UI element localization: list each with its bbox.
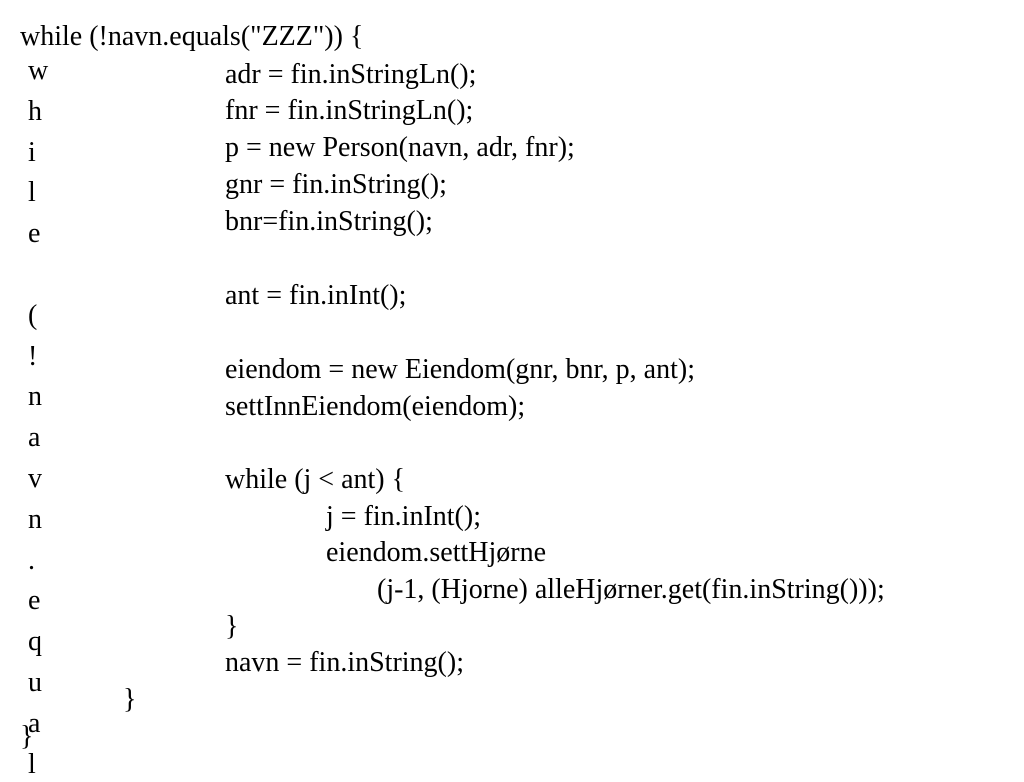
vertical-char: e xyxy=(28,218,41,250)
code-line-j-assign: j = fin.inInt(); xyxy=(326,501,481,532)
vertical-char: n xyxy=(28,503,42,535)
vertical-char: . xyxy=(28,544,35,576)
vertical-char: w xyxy=(28,55,49,86)
vertical-char: h xyxy=(28,95,42,127)
code-line-fnr: fnr = fin.inStringLn(); xyxy=(225,95,474,126)
code-line-while-inner: while (j < ant) { xyxy=(225,464,406,495)
vertical-char: v xyxy=(28,463,42,494)
vertical-char xyxy=(28,258,35,292)
vertical-char: ( xyxy=(28,299,38,331)
code-line-navn-assign: navn = fin.inString(); xyxy=(225,647,464,678)
vertical-char: l xyxy=(28,748,36,780)
code-line-setthjorne: eiendom.settHjørne xyxy=(326,537,547,568)
code-line-gnr: gnr = fin.inString(); xyxy=(225,169,447,200)
vertical-char: e xyxy=(28,585,41,617)
vertical-char: i xyxy=(28,136,36,168)
code-line-adr: adr = fin.inStringLn(); xyxy=(225,59,477,90)
code-line-final-close-brace: } xyxy=(20,721,34,752)
code-line-setthjorne-args: (j-1, (Hjorne) alleHjørner.get(fin.inString())); xyxy=(377,574,885,605)
vertical-char: a xyxy=(28,422,41,454)
vertical-char: q xyxy=(28,626,42,658)
vertical-char: u xyxy=(28,667,42,698)
code-line-inner-close-brace: } xyxy=(225,611,239,642)
code-line-ant: ant = fin.inInt(); xyxy=(225,280,407,311)
code-line-bnr: bnr=fin.inString(); xyxy=(225,206,433,237)
code-line-outer-close-brace: } xyxy=(123,684,137,715)
code-line-settinn: settInnEiendom(eiendom); xyxy=(225,391,526,422)
vertical-char: a xyxy=(28,707,41,739)
code-line-while-outer: while (!navn.equals("ZZZ")) { xyxy=(20,21,364,52)
code-line-person: p = new Person(navn, adr, fnr); xyxy=(225,132,575,163)
vertical-char: ! xyxy=(28,340,38,372)
vertical-char: l xyxy=(28,177,36,209)
vertical-char: n xyxy=(28,381,42,413)
code-line-eiendom: eiendom = new Eiendom(gnr, bnr, p, ant); xyxy=(225,354,695,385)
